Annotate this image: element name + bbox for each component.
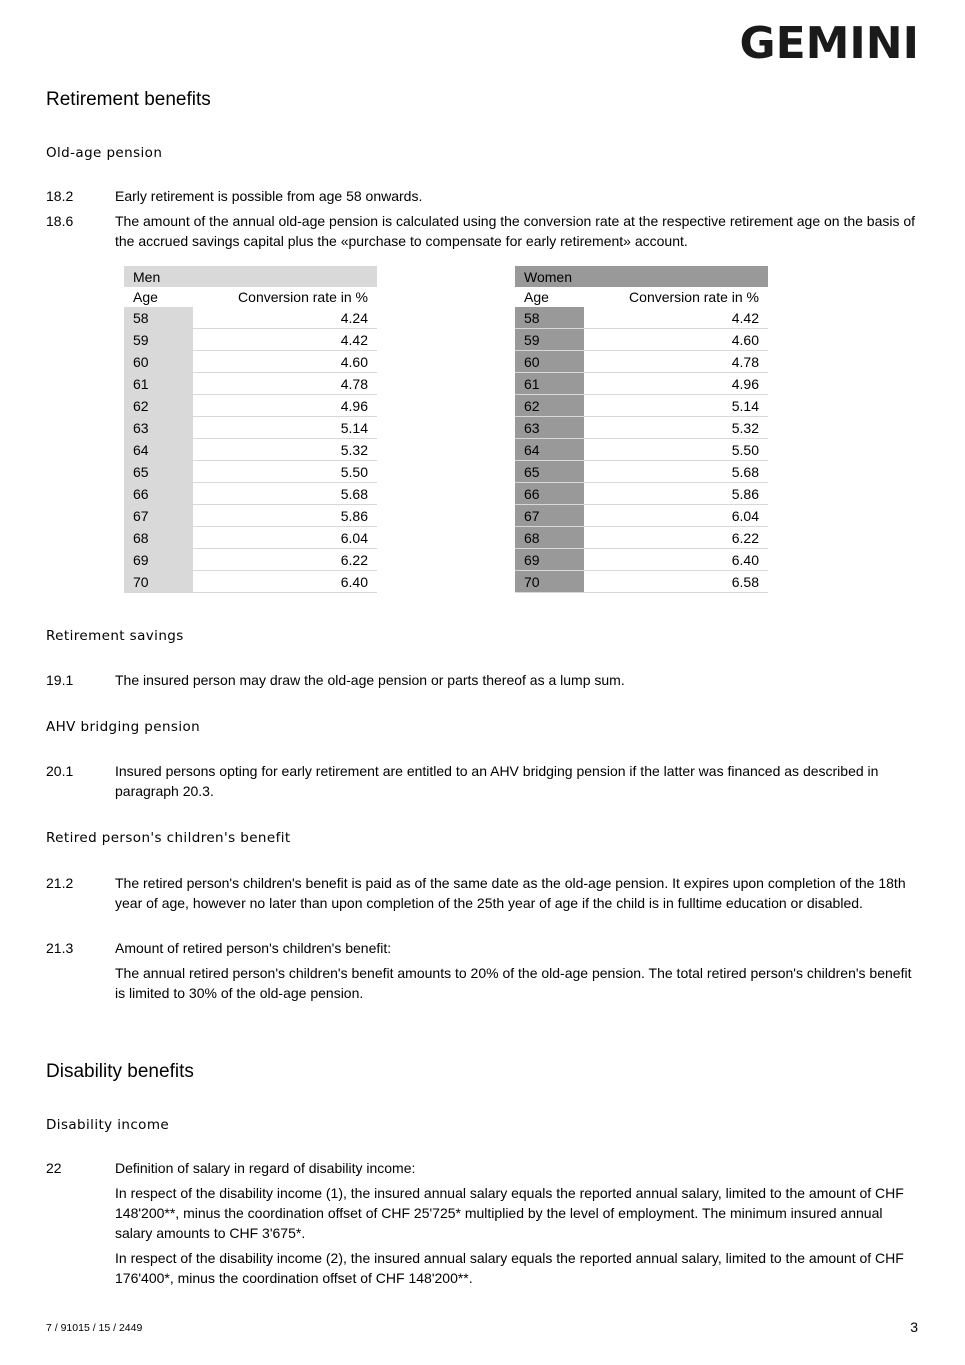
rate-cell: 5.50 — [584, 439, 768, 461]
rate-cell: 4.78 — [584, 351, 768, 373]
table-row — [124, 351, 377, 373]
age-cell: 63 — [515, 417, 584, 439]
table-row — [515, 373, 768, 395]
retirement-benefits-heading: Retirement benefits — [46, 89, 211, 110]
paragraph-21-3 — [46, 938, 916, 958]
rate-cell: 5.86 — [584, 483, 768, 505]
men-conversion-table — [124, 266, 377, 593]
rate-cell: 6.04 — [584, 505, 768, 527]
age-cell: 70 — [515, 571, 584, 593]
company-logo: GEMINI — [739, 18, 919, 69]
age-cell: 65 — [515, 461, 584, 483]
paragraph-text: Early retirement is possible from age 58 onwards. — [115, 188, 423, 204]
paragraph-22-detail-2: In respect of the disability income (2), the insured annual salary equals the reported annual salary, limited to the amount of CHF 176'400*, minus the coordination offset of CHF 148'200**. — [115, 1250, 904, 1286]
rate-cell: 4.60 — [584, 329, 768, 351]
table-row — [124, 461, 377, 483]
rate-cell: 6.40 — [584, 549, 768, 571]
age-cell: 60 — [124, 351, 193, 373]
paragraph-text: Insured persons opting for early retirement are entitled to an AHV bridging pension if the latter was financed as described in paragraph 20.3. — [115, 763, 879, 799]
rate-cell: 4.96 — [584, 373, 768, 395]
paragraph-number: 21.3 — [46, 940, 74, 956]
age-cell: 60 — [515, 351, 584, 373]
age-cell: 68 — [515, 527, 584, 549]
table-row — [515, 461, 768, 483]
rate-cell: 5.32 — [584, 417, 768, 439]
rate-cell: 4.42 — [584, 307, 768, 329]
age-cell: 61 — [124, 373, 193, 395]
age-cell: 59 — [515, 329, 584, 351]
paragraph-18-2 — [46, 186, 916, 206]
table-row — [515, 505, 768, 527]
table-row — [124, 527, 377, 549]
age-cell: 69 — [124, 549, 193, 571]
age-cell: 66 — [124, 483, 193, 505]
paragraph-number: 18.6 — [46, 213, 74, 229]
disability-benefits-heading: Disability benefits — [46, 1061, 194, 1082]
age-cell: 62 — [124, 395, 193, 417]
age-cell: 67 — [515, 505, 584, 527]
table-row — [124, 373, 377, 395]
age-cell: 63 — [124, 417, 193, 439]
paragraph-text: The insured person may draw the old-age pension or parts thereof as a lump sum. — [115, 672, 625, 688]
age-cell: 65 — [124, 461, 193, 483]
paragraph-text: Definition of salary in regard of disability income: — [115, 1160, 416, 1176]
age-cell: 59 — [124, 329, 193, 351]
page-number: 3 — [910, 1319, 918, 1335]
rate-cell: 4.60 — [193, 351, 377, 373]
rate-cell: 5.14 — [584, 395, 768, 417]
table-row — [124, 483, 377, 505]
paragraph-21-2 — [46, 873, 916, 913]
age-column-header: Age — [133, 289, 158, 305]
paragraph-18-6 — [46, 211, 916, 251]
age-column-header: Age — [524, 289, 549, 305]
table-row — [515, 571, 768, 593]
paragraph-number: 18.2 — [46, 188, 74, 204]
rate-cell: 6.40 — [193, 571, 377, 593]
table-row — [124, 395, 377, 417]
table-row — [124, 439, 377, 461]
paragraph-text: The retired person's children's benefit is paid as of the same date as the old-age pension. It expires upon completion of the 18th year of age, however no later than upon completion of the 25th year of age if the child is in fulltime education or disabled. — [115, 875, 906, 911]
women-table-title: Women — [515, 266, 768, 287]
age-cell: 61 — [515, 373, 584, 395]
table-row — [124, 505, 377, 527]
rate-cell: 4.78 — [193, 373, 377, 395]
women-conversion-table — [515, 266, 768, 593]
table-row — [515, 527, 768, 549]
paragraph-19-1 — [46, 670, 916, 690]
rate-cell: 5.86 — [193, 505, 377, 527]
ahv-bridging-heading: AHV bridging pension — [46, 719, 201, 735]
table-row — [515, 483, 768, 505]
rate-cell: 4.96 — [193, 395, 377, 417]
table-row — [124, 307, 377, 329]
age-cell: 58 — [124, 307, 193, 329]
paragraph-21-3-detail: The annual retired person's children's benefit amounts to 20% of the old-age pension. The total retired person's children's benefit is limited to 30% of the old-age pension. — [115, 965, 912, 1001]
table-row — [515, 351, 768, 373]
table-row — [124, 417, 377, 439]
disability-income-heading: Disability income — [46, 1117, 170, 1133]
men-table-title: Men — [124, 266, 377, 287]
age-cell: 64 — [124, 439, 193, 461]
age-cell: 64 — [515, 439, 584, 461]
rate-cell: 5.68 — [584, 461, 768, 483]
age-cell: 67 — [124, 505, 193, 527]
old-age-pension-heading: Old-age pension — [46, 145, 163, 161]
document-reference: 7 / 91015 / 15 / 2449 — [46, 1322, 143, 1334]
paragraph-text: The amount of the annual old-age pension is calculated using the conversion rate at the respective retirement age on the basis of the accrued savings capital plus the «purchase to compensate for early retirement» account. — [115, 213, 916, 249]
children-benefit-heading: Retired person's children's benefit — [46, 830, 291, 846]
table-row — [515, 395, 768, 417]
rate-column-header: Conversion rate in % — [238, 289, 368, 305]
table-row — [515, 417, 768, 439]
rate-cell: 5.14 — [193, 417, 377, 439]
age-cell: 68 — [124, 527, 193, 549]
rate-cell: 5.50 — [193, 461, 377, 483]
table-row — [515, 439, 768, 461]
rate-cell: 5.68 — [193, 483, 377, 505]
table-row — [515, 549, 768, 571]
age-cell: 66 — [515, 483, 584, 505]
table-row — [515, 307, 768, 329]
rate-cell: 6.22 — [193, 549, 377, 571]
age-cell: 69 — [515, 549, 584, 571]
paragraph-number: 20.1 — [46, 763, 74, 779]
rate-cell: 4.42 — [193, 329, 377, 351]
rate-cell: 6.22 — [584, 527, 768, 549]
rate-cell: 6.58 — [584, 571, 768, 593]
paragraph-22-detail-1: In respect of the disability income (1), the insured annual salary equals the reported annual salary, limited to the amount of CHF 148'200**, minus the coordination offset of CHF 25'725* multiplied by the level of employment. The minimum insured annual salary amounts to CHF 3'675*. — [115, 1185, 904, 1241]
table-row — [124, 549, 377, 571]
paragraph-number: 19.1 — [46, 672, 74, 688]
paragraph-number: 22 — [46, 1160, 62, 1176]
age-cell: 58 — [515, 307, 584, 329]
age-cell: 70 — [124, 571, 193, 593]
paragraph-22 — [46, 1158, 916, 1178]
rate-cell: 5.32 — [193, 439, 377, 461]
paragraph-text: Amount of retired person's children's benefit: — [115, 940, 392, 956]
table-row — [124, 571, 377, 593]
age-cell: 62 — [515, 395, 584, 417]
paragraph-20-1 — [46, 761, 916, 801]
paragraph-number: 21.2 — [46, 875, 74, 891]
table-row — [124, 329, 377, 351]
table-row — [515, 329, 768, 351]
rate-column-header: Conversion rate in % — [629, 289, 759, 305]
rate-cell: 6.04 — [193, 527, 377, 549]
retirement-savings-heading: Retirement savings — [46, 628, 184, 644]
rate-cell: 4.24 — [193, 307, 377, 329]
